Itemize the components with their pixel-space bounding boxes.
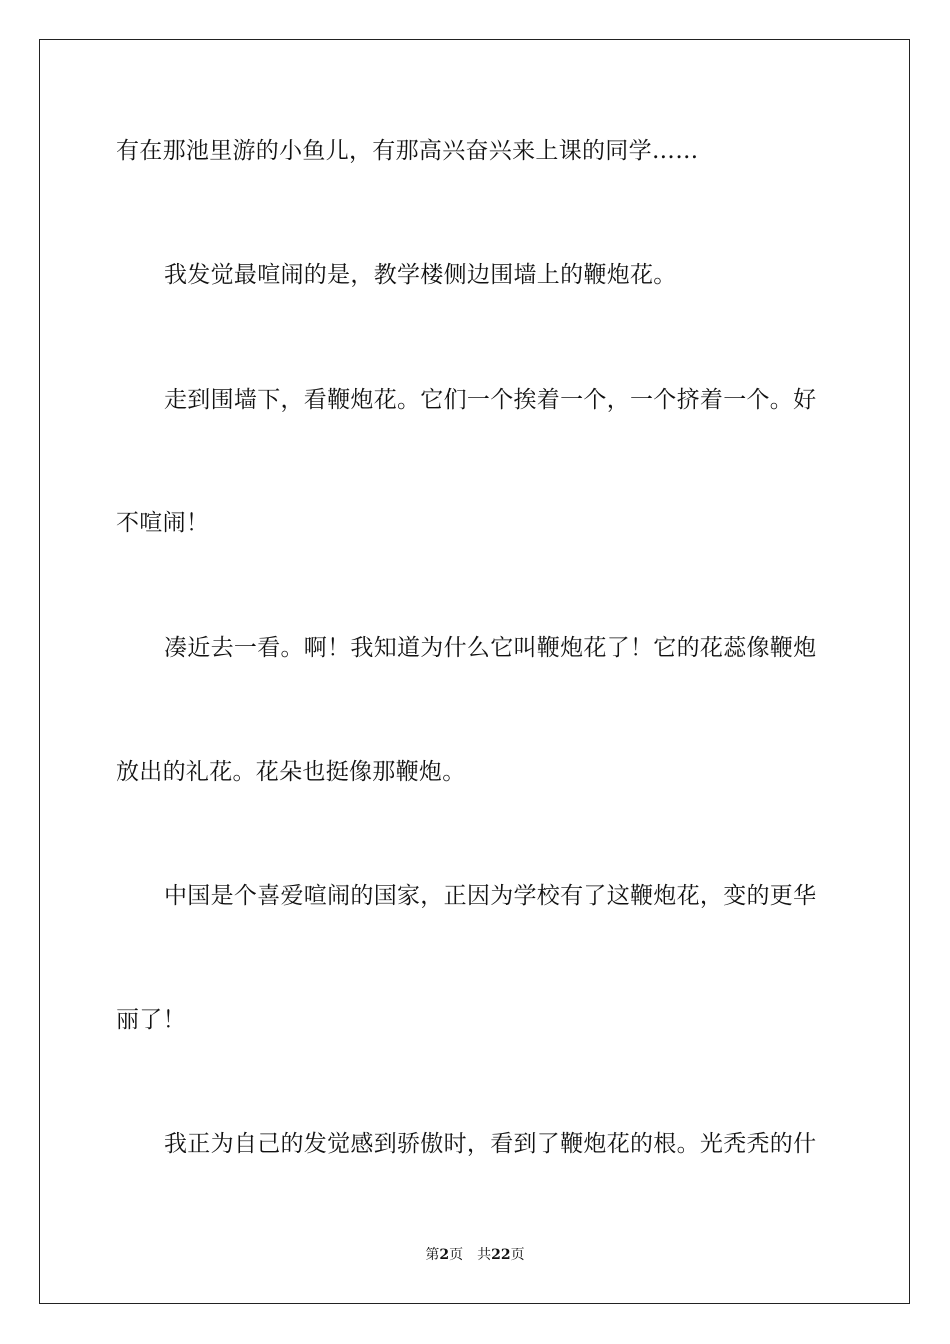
text-line-8: 丽了！ [116, 1007, 186, 1033]
text-line-4: 不喧闹！ [116, 510, 210, 536]
page-footer [0, 1245, 950, 1265]
text-line-3: 走到围墙下，看鞭炮花。它们一个挨着一个，一个挤着一个。好 [164, 387, 817, 413]
text-line-9: 我正为自己的发觉感到骄傲时，看到了鞭炮花的根。光秃秃的什 [164, 1131, 817, 1157]
text-line-1: 有在那池里游的小鱼儿，有那高兴奋兴来上课的同学…… [116, 138, 699, 164]
total-page-number: 22 [491, 1247, 511, 1263]
page-suffix: 页 [449, 1247, 464, 1263]
page-prefix: 第 [425, 1247, 440, 1263]
page-border [39, 39, 910, 1304]
text-line-5: 凑近去一看。啊！我知道为什么它叫鞭炮花了！它的花蕊像鞭炮 [164, 635, 817, 661]
text-line-2: 我发觉最喧闹的是，教学楼侧边围墙上的鞭炮花。 [164, 262, 677, 288]
total-prefix: 共 [477, 1247, 492, 1263]
text-line-6: 放出的礼花。花朵也挺像那鞭炮。 [116, 759, 466, 785]
text-line-7: 中国是个喜爱喧闹的国家，正因为学校有了这鞭炮花，变的更华 [164, 883, 817, 909]
current-page-number: 2 [439, 1247, 450, 1263]
total-suffix: 页 [510, 1247, 525, 1263]
